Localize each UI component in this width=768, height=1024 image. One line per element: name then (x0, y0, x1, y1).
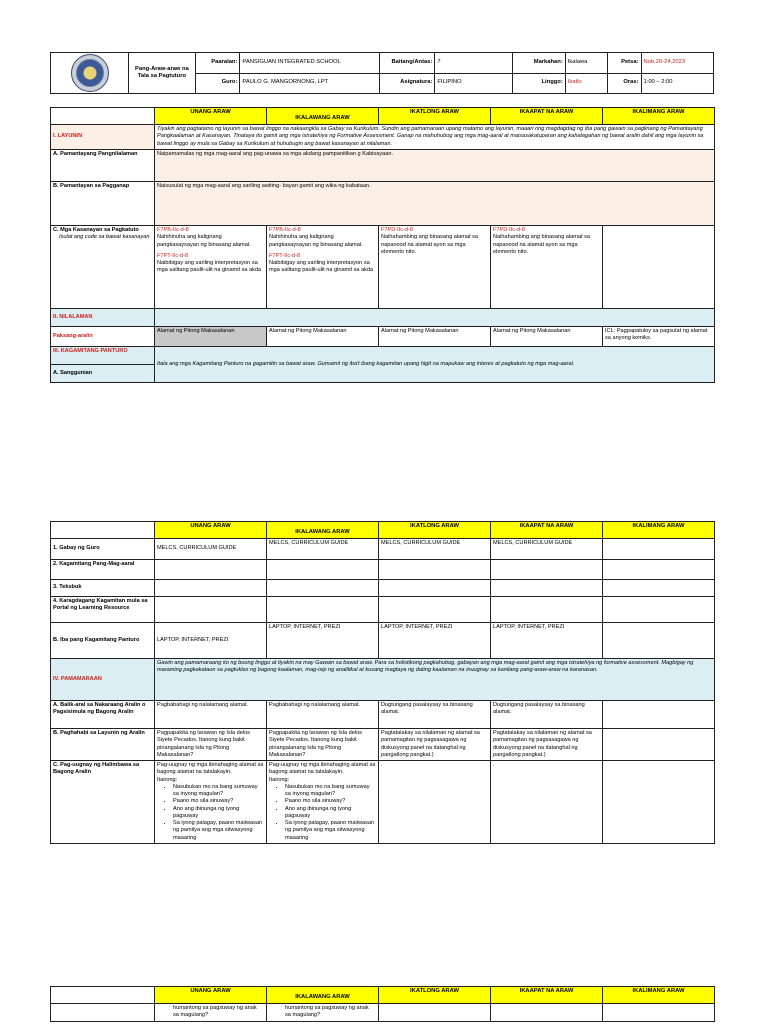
kasanayan-label: C. Mga Kasanayan sa Pagkatuto (53, 227, 139, 233)
kasanayan-text: Nahihinuha ang kaligirang pangkasaysayan ng binasang alamat. (269, 234, 363, 248)
iba-day-3: LAPTOP, INTERNET, PREZI (379, 623, 491, 659)
nilalaman-label: II. NILALAMAN (51, 309, 155, 327)
asignatura-label: Asignatura: (379, 73, 435, 94)
gabay-day-4: MELCS, CURRICULUM GUIDE (491, 539, 603, 560)
iba-day-4: LAPTOP, INTERNET, PREZI (491, 623, 603, 659)
row-cell (379, 580, 491, 597)
paghahabi-day-5 (603, 729, 715, 761)
paksang-day-1: Alamat ng Pitong Makasalanan (155, 327, 267, 347)
kasanayan-text: Naihahambing ang binasang alamat sa napanood na alamat ayon sa mga elemento nito. (381, 234, 479, 255)
paksang-day-2: Alamat ng Pitong Makasalanan (267, 327, 379, 347)
kasanayan-text: Naihahambing ang binasang alamat sa napanood na alamat ayon sa mga elemento nito. (493, 234, 591, 255)
row-cell (379, 560, 491, 580)
corner-cell (51, 987, 155, 1004)
day-header-4: IKAAPAT NA ARAW (491, 108, 603, 125)
continuation-day-3 (379, 1004, 491, 1022)
iba-day-5 (603, 623, 715, 659)
kasanayan-code: F7PT-IIc-d-8 (157, 252, 189, 259)
day-header-3: IKATLONG ARAW (379, 522, 491, 539)
day-header-5: IKALIMANG ARAW (603, 987, 715, 1004)
pag-ugnay-label: C. Pag-uugnay ng Halimbawa sa Bagong Aralin (51, 761, 155, 844)
balik-day-1: Pagbabahagi ng nalalamang alamat. (155, 701, 267, 729)
deped-seal-icon (71, 54, 109, 92)
paghahabi-day-4: Pagtatalakay sa nilalaman ng alamat sa pamamagitan ng pagsasagawa ng diskusyong panel na itatanghal ng pangatlong pangkat.) (491, 729, 603, 761)
day-header-3: IKATLONG ARAW (379, 108, 491, 125)
list-item: • Nasubukan mo na bang sumuway sa inyong magulan? (173, 784, 264, 799)
kasanayan-code: F7PB-IIc-d-8 (157, 227, 189, 233)
layunin-text: Tiyakin ang pagtatamo ng layunin sa bawat linggo na nakaangkla sa Gabay sa Kurikulum. Sundin ang pamamaraan upang matamo ang layunin, maaari ring magdagdag ng iba pang gawain sa paglinang ng Pamantayang Pangkaalaman at Kasanayan. Tinataya ito gamit ang mga istratehiya ng Formative Assessment. Ganap na mahuhubog ang mga mag-aaral at maisasakatuparan ang kahalagahan ng bawat aralin dahil ang mga layunin sa bawat linggo ay mula sa Gabay sa Kurikulum at huhubugin ang bawat kasanayan at nilalaman. (155, 125, 715, 150)
oras-label: Oras: (608, 73, 641, 94)
iba-pang-label: B. Iba pang Kagamitang Panturo (51, 623, 155, 659)
pamantayang-text: Naipamamalas ng mga mag-aaral ang pag-unawa sa mga akdang pampanitikan g Kabisayaan. (155, 150, 715, 182)
row-cell (267, 560, 379, 580)
paksang-day-5: ICL: Pagpapatuloy sa pagsulat ng alamat sa anyong komiks. (603, 327, 715, 347)
day-header-1: UNANG ARAW (155, 987, 267, 1004)
row-cell (603, 597, 715, 623)
row-cell (267, 580, 379, 597)
pamamaraan-label: IV. PAMAMARAAN (51, 659, 155, 701)
corner-cell (51, 522, 155, 539)
header-table (50, 52, 714, 94)
oras-value: 1:00 – 2:00 (641, 73, 714, 94)
lesson-table-3 (50, 986, 715, 1022)
teksbuk-label: 3. Teksbuk (51, 580, 155, 597)
row-cell (491, 580, 603, 597)
kasanayan-day-2 (267, 226, 379, 309)
paghahabi-day-3: Pagtatalakay sa nilalaman ng alamat sa pamamagitan ng pagsasagawa ng diskusyong panel na itatanghal ng pangatlong pangkat.) (379, 729, 491, 761)
day-header-5: IKALIMANG ARAW (603, 522, 715, 539)
markahan-value: Ikalawa (565, 53, 607, 74)
asignatura-value: FILIPINO (435, 73, 513, 94)
paghahabi-day-1: Pagpapakita ng larawan ng Isla delos Siyete Pecados. Itanong kung bakit pinangalanang Isla ng Pitong Makasalanan? (155, 729, 267, 761)
continuation-day-2: humantong sa pagsuway ng anak sa magulang? (267, 1004, 379, 1022)
list-item: • Ano ang ibinunga ng iyong pagsuway (285, 806, 376, 821)
paksang-day-3: Alamat ng Pitong Makasalanan (379, 327, 491, 347)
list-item: • Paano mo sila sinuway? (285, 798, 376, 805)
day-header-1: UNANG ARAW (155, 108, 267, 125)
gabay-day-1: MELCS, CURRICULUM GUIDE (155, 539, 267, 560)
pag-ugnay-list (157, 784, 264, 842)
list-item: • Ano ang ibinunga ng iyong pagsuway (173, 806, 264, 821)
kagamitang-label: III. KAGAMITANG PANTURO (51, 347, 155, 365)
linggo-value: Ikatlo (565, 73, 607, 94)
row-cell (603, 580, 715, 597)
balik-day-5 (603, 701, 715, 729)
karagdagang-label: 4. Karagdagang Kagamitan mula sa Portal ng Learning Resource (51, 597, 155, 623)
pag-ugnay-itanong: Itanong: (269, 776, 290, 783)
kasanayan-day-3 (379, 226, 491, 309)
balik-label: A. Balik-aral sa Nakaraang Aralin o Pagsisimula ng Bagong Aralin (51, 701, 155, 729)
day-header-2: IKALAWANG ARAW (267, 987, 379, 1004)
row-cell (155, 560, 267, 580)
gabay-day-2: MELCS, CURRICULUM GUIDE (267, 539, 379, 560)
guro-value: PAULO G. MANGORNONG, LPT (240, 73, 379, 94)
corner-cell (51, 108, 155, 125)
gabay-label: 1. Gabay ng Guro (51, 539, 155, 560)
kasanayan-code: F7PD-IIc-d-8 (381, 227, 414, 233)
lesson-table-2 (50, 521, 715, 844)
kasanayan-label-cell (51, 226, 155, 309)
kagamitang-text: Itala ang mga Kagamitang Panturo na gagamitin sa bawat araw. Gumamit ng iba't ibang kagamitan upang higit na mapukaw ang interes at pagkatuto ng mga mag-aaral. (155, 347, 715, 383)
pamamaraan-text: Gawin ang pamamaraang ito ng buong linggo at tiyakin na may Gawain sa bawat araw. Para sa holistikong pagkahubog, gabayan ang mga mag-aaral gamit ang mga istratehiya ng formative assessment. Magbigay ng maraming pagkakataon sa pagtuklas ng bagong kaalaman, mag-isip ng analitikal at kusang magtaya ng dating kaalaman na inuugnay sa kanilang pang-araw-araw na karanasan. (155, 659, 715, 701)
continuation-day-4 (491, 1004, 603, 1022)
kasanayan-text: Nahihinuha ang kaligirang pangkasaysayan ng binasang alamat. (157, 234, 251, 248)
pag-ugnay-itanong: Itanong: (157, 776, 178, 783)
paksang-label: Paksang-aralin (51, 327, 155, 347)
pamantayang-label: A. Pamantayang Pangnilalaman (51, 150, 155, 182)
pagganap-label: B. Pamantayan sa Pagganap (51, 182, 155, 226)
kasanayan-code: F7PD-IIc-d-8 (493, 227, 526, 233)
pag-ugnay-day-4: . (491, 761, 603, 844)
balik-day-3: Dugtungang pasalaysay sa binasang alamat. (379, 701, 491, 729)
balik-day-4: Dugtungang pasalaysay sa binasang alamat. (491, 701, 603, 729)
row-cell (267, 597, 379, 623)
list-item: • Sa iyong palagay, paano maiiwasan ng pamilya ang mga sitwasyong maaaring (173, 820, 264, 842)
nilalaman-cell (155, 309, 715, 327)
list-item: • Paano mo sila sinuway? (173, 798, 264, 805)
school-logo-cell (51, 53, 129, 94)
kasanayan-code: F7PB-IIc-d-8 (269, 227, 301, 233)
baitang-label: Baitang/Antas: (379, 53, 435, 74)
pag-ugnay-day-5 (603, 761, 715, 844)
row-cell (155, 580, 267, 597)
pag-ugnay-intro: Pag-uugnay ng mga ibinahaging alamat sa bagong alamat na tatalakayin. (269, 762, 376, 776)
lesson-table-1 (50, 107, 715, 383)
iba-day-2: LAPTOP, INTERNET, PREZI (267, 623, 379, 659)
list-item: • Nasubukan mo na bang sumuway sa inyong magulan? (285, 784, 376, 799)
pagganap-text: Naisusulat ng mga mag-aaral ang sariling awiting- bayan gamit ang wika ng kabataan. (155, 182, 715, 226)
paaralan-value: PANSIGUAN INTEGRATED SCHOOL (240, 53, 379, 74)
day-header-3: IKATLONG ARAW (379, 987, 491, 1004)
layunin-label: I. LAYUNIN (51, 125, 155, 150)
gabay-day-5 (603, 539, 715, 560)
pag-ugnay-day-3: . (379, 761, 491, 844)
guro-label: Guro: (195, 73, 240, 94)
row-cell (491, 597, 603, 623)
kasanayan-code: F7PT-IIc-d-8 (269, 252, 301, 259)
kasanayan-day-4 (491, 226, 603, 309)
kasanayan-text: Naibibigay ang sariling interpretasyon sa mga salitang paulit-ulit na ginamit sa akda (269, 260, 374, 274)
row-cell (379, 597, 491, 623)
day-header-4: IKAAPAT NA ARAW (491, 987, 603, 1004)
continuation-day-1: humantong sa pagsuway ng anak sa magulang? (155, 1004, 267, 1022)
paghahabi-label: B. Paghahabi sa Layunin ng Aralin (51, 729, 155, 761)
pag-ugnay-intro: Pag-uugnay ng mga ibinahaging alamat sa bagong alamat na tatalakayin. (157, 762, 264, 776)
paaralan-label: Paaralan: (195, 53, 240, 74)
kasanayan-text: Naibibigay ang sariling interpretasyon sa mga salitang paulit-ulit na ginamit sa akda (157, 260, 262, 274)
linggo-label: Linggo: (513, 73, 565, 94)
iba-day-1: LAPTOP, INTERNET, PREZI (155, 623, 267, 659)
list-item: • Sa iyong palagay, paano maiiwasan ng pamilya ang mga sitwasyong maaaring (285, 820, 376, 842)
pag-ugnay-list (269, 784, 376, 842)
petsa-label: Petsa: (608, 53, 641, 74)
pag-ugnay-day-2 (267, 761, 379, 844)
kasanayan-day-1 (155, 226, 267, 309)
row-cell (155, 597, 267, 623)
page-title: Pang-Araw-araw na Tala sa Pagtuturo (129, 53, 196, 94)
continuation-day-5 (603, 1004, 715, 1022)
paghahabi-day-2: Pagpapakita ng larawan ng Isla delos Siyete Pecados. Itanong kung bakit pinangalanang Isla ng Pitong Makasalanan? (267, 729, 379, 761)
kagamitang-mag-aaral-label: 2. Kagamitang Pang-Mag-aaral (51, 560, 155, 580)
kasanayan-sub: Isulat ang code sa bawat kasanayan (59, 234, 150, 241)
petsa-value: Nob.20-24,2023 (641, 53, 714, 74)
day-header-5: IKALIMANG ARAW (603, 108, 715, 125)
row-cell (51, 1004, 155, 1022)
gabay-day-3: MELCS, CURRICULUM GUIDE (379, 539, 491, 560)
day-header-4: IKAAPAT NA ARAW (491, 522, 603, 539)
markahan-label: Markahan: (513, 53, 565, 74)
day-header-2: IKALAWANG ARAW (267, 108, 379, 125)
day-header-2: IKALAWANG ARAW (267, 522, 379, 539)
kasanayan-day-5 (603, 226, 715, 309)
sanggunian-label: A. Sanggunian (51, 365, 155, 383)
day-header-1: UNANG ARAW (155, 522, 267, 539)
pag-ugnay-day-1 (155, 761, 267, 844)
balik-day-2: Pagbabahagi ng nalalamang alamat. (267, 701, 379, 729)
row-cell (603, 560, 715, 580)
row-cell (491, 560, 603, 580)
baitang-value: 7 (435, 53, 513, 74)
paksang-day-4: Alamat ng Pitong Makasalanan (491, 327, 603, 347)
